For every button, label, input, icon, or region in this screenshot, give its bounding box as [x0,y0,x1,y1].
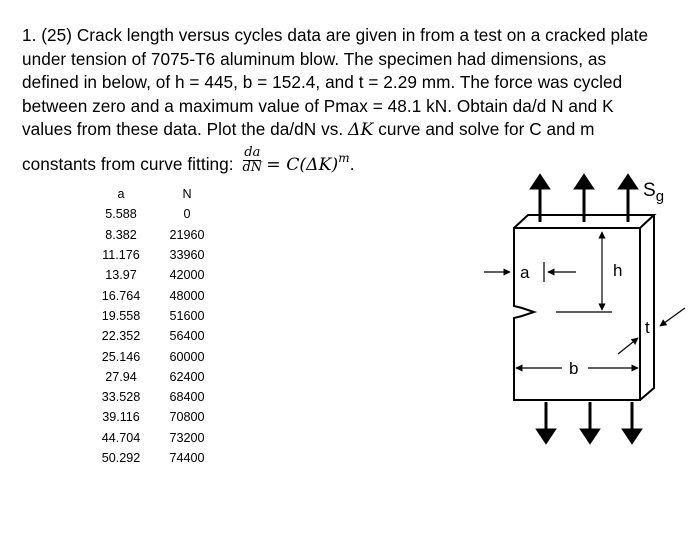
table-row [92,265,224,285]
problem-line-2: under tension of 7075-T6 aluminum blow. The specimen had dimensions, as [22,48,607,69]
paris-law-period: . [349,153,355,174]
table-header-row [92,184,224,204]
label-t: t [645,318,650,337]
cell-n: 73200 [169,430,205,445]
table-row [92,428,224,448]
cell-a: 33.528 [101,390,141,405]
cell-a: 8.382 [105,227,137,242]
cell-a: 13.97 [105,268,137,283]
cell-n: 33960 [169,248,205,263]
problem-line-4: between zero and a maximum value of Pmax = 48.1 kN. Obtain da/d N and K [22,95,614,116]
table-row [92,407,224,427]
load-arrowhead-top-2 [576,176,592,188]
dim-t-arrow-high [660,308,685,326]
dim-t-arrow-low [618,338,638,354]
label-stress [643,180,664,205]
paris-law-rhs: = C(ΔK) [266,154,339,175]
label-stress-subscript: g [655,188,665,205]
load-arrowhead-bottom-1 [538,430,554,442]
header-a: a [117,187,125,202]
specimen-diagram [480,170,690,450]
header-n: N [182,187,192,202]
table-row [92,285,224,305]
fraction-denominator: dN [242,160,263,176]
table-row [92,367,224,387]
table-row [92,387,224,407]
delta-k-symbol: ΔK [348,120,374,140]
problem-line-5 [22,118,682,143]
label-a: a [520,263,530,282]
cell-a: 22.352 [101,329,141,344]
cell-a: 39.116 [102,410,140,425]
cell-a: 5.588 [105,207,137,222]
load-arrowhead-bottom-2 [582,430,598,442]
label-h: h [613,261,623,280]
problem-line-6-pre: constants from curve fitting: [22,153,239,174]
table-row [92,306,224,326]
plate-side-face [640,215,654,400]
cell-a: 16.764 [101,288,141,303]
load-arrowhead-top-3 [620,176,636,188]
problem-line-1: 1. (25) Crack length versus cycles data are given in from a test on a cracked plate [22,25,649,45]
load-arrowhead-top-1 [532,176,548,188]
cell-n: 56400 [169,329,205,344]
cell-n: 42000 [169,268,205,283]
load-arrowhead-bottom-3 [624,430,640,442]
cell-n: 0 [183,207,191,222]
fraction-numerator: da [244,145,261,161]
cell-n: 68400 [169,390,205,405]
cell-a: 25.146 [101,349,141,364]
table-row [92,204,224,224]
cell-n: 60000 [169,349,205,364]
crack-data-table [92,184,224,468]
paris-law-exponent: m [338,150,350,165]
cell-a: 44.704 [101,430,141,445]
table-row [92,448,224,468]
table-row [92,245,224,265]
problem-line-5-pre: values from these data. Plot the da/dN vs. [22,119,349,139]
label-b: b [569,359,579,378]
cell-n: 62400 [169,369,205,384]
table-row [92,225,224,245]
label-stress-symbol: S [643,180,656,201]
cell-a: 50.292 [101,451,141,465]
table-row [92,326,224,346]
cell-a: 19.558 [101,308,141,323]
cell-n: 51600 [169,308,205,323]
cell-n: 21960 [169,227,205,242]
cell-n: 48000 [169,288,205,303]
cell-a: 27.94 [105,369,137,384]
table-row [92,346,224,366]
problem-statement [22,24,682,179]
cell-a: 11.176 [102,248,140,263]
cell-n: 74400 [169,451,205,465]
cell-n: 70800 [169,410,205,425]
problem-line-3: defined in below, of h = 445, b = 152.4, and t = 2.29 mm. The force was cycled [22,72,623,92]
problem-line-5-post: curve and solve for C and m [373,119,595,139]
da-dn-fraction [241,146,263,175]
